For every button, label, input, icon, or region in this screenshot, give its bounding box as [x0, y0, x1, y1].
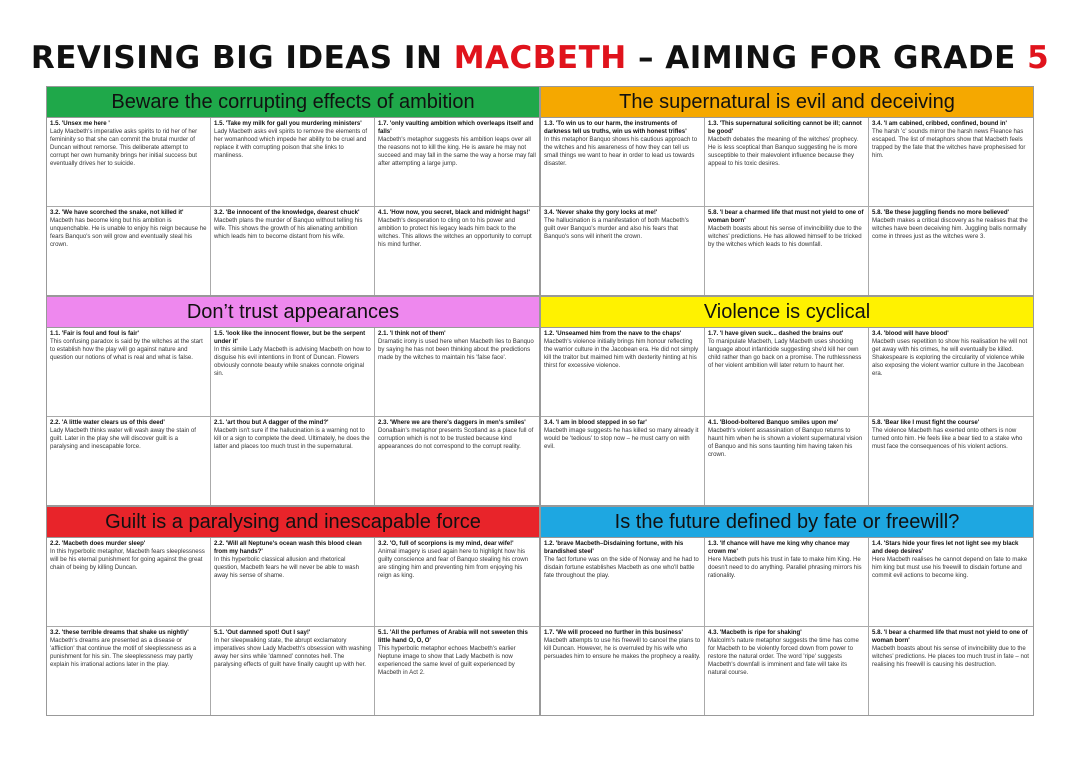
quote-cell: [705, 627, 869, 716]
quote-text: 1.3. 'To win us to our harm, the instruments of darkness tell us truths, win us with honest trifles': [544, 120, 687, 135]
quote-text: 4.3. 'Macbeth is ripe for shaking': [708, 628, 802, 636]
quote-text: 1.7. 'I have given suck... dashed the brains out': [708, 330, 844, 337]
quote-analysis: Lady Macbeth's imperative asks spirits to rid her of her femininity so that she can commit the brutal murder of Duncan without remorse. This deliberate attempt to corrupt her own humanity brings her initial success but eventually drives her to suicide.: [50, 128, 198, 167]
quote-text: 1.3. 'This supernatural soliciting cannot be ill; cannot be good': [708, 120, 862, 135]
theme-section: [540, 296, 1034, 506]
quote-analysis: Macbeth boasts about his sense of invincibility due to the witches' predictions. He has allowed himself to be tricked by the witches which leads to his downfall.: [708, 224, 862, 248]
theme-header: Beware the corrupting effects of ambition: [47, 87, 539, 118]
quote-analysis: Macbeth has become king but his ambition is unquenchable. He is unable to enjoy his reign because he fears Banquo's son will grow and eventually steal his crown.: [50, 216, 207, 248]
quote-analysis: Dramatic irony is used here when Macbeth lies to Banquo by saying he has not been thinking about the predictions made by the witches to maintain his 'false face'.: [378, 338, 534, 361]
quote-analysis: Macbeth attempts to use his freewill to cancel the plans to kill Duncan. However, he is overruled by his wife who persuades him to ensure he makes the prophecy a reality.: [544, 636, 701, 660]
quote-cell: [705, 538, 869, 627]
quote-text: 2.1. 'art thou but A dagger of the mind?': [214, 418, 329, 426]
theme-section: [46, 506, 540, 716]
quote-grid: [541, 328, 1033, 505]
quote-cell: [541, 538, 705, 627]
quote-text: 1.4. 'Stars hide your fires let not light see my black and deep desires': [872, 540, 1019, 555]
quote-cell: [869, 417, 1033, 506]
quote-text: 2.2. 'Macbeth does murder sleep': [50, 540, 146, 547]
quote-cell: [211, 328, 375, 417]
theme-header: The supernatural is evil and deceiving: [541, 87, 1033, 118]
quote-cell: [375, 627, 539, 716]
quote-analysis: Malcolm's nature metaphor suggests the time has come for Macbeth to be violently forced down from power to restore the natural order. The word 'ripe' suggests Macbeth's downfall is imminent and fate will take its natural course.: [708, 636, 859, 676]
quote-text: 2.2. 'Will all Neptune's ocean wash this blood clean from my hands?': [214, 540, 362, 555]
title-prefix: REVISING BIG IDEAS IN: [30, 40, 454, 76]
quote-grid: [47, 328, 539, 505]
quote-text: 3.2. 'Be innocent of the knowledge, dearest chuck': [214, 208, 360, 216]
quote-analysis: Macbeth boasts about his sense of invincibility due to the witches' predictions. He places too much trust in fate – not realising his freewill is causing his destruction.: [872, 644, 1029, 668]
quote-analysis: Donalbain's metaphor presents Scotland as a place full of corruption which is not to be trusted because kind appearances do not correspond to the corrupt reality.: [378, 426, 534, 450]
quote-analysis: To manipulate Macbeth, Lady Macbeth uses shocking language about infanticide suggesting she'd kill her own child rather than go back on a promise. The ruthlessness of her violent ambition will later return to haunt her.: [708, 338, 862, 369]
quote-text: 2.1. 'I think not of them': [378, 330, 446, 337]
quote-text: 1.2. 'Unseamed him from the nave to the chaps': [544, 330, 682, 337]
quote-analysis: The hallucination is a manifestation of both Macbeth's guilt over Banquo's murder and also his fears that Banquo's sons will inherit the crown.: [544, 216, 689, 240]
quote-analysis: Macbeth image suggests he has killed so many already it would be 'tedious' to stop now – he must carry on with evil.: [544, 426, 699, 450]
quote-text: 5.8. 'Bear like I must fight the course': [872, 418, 980, 426]
quote-cell: [47, 417, 211, 506]
quote-analysis: In her sleepwalking state, the abrupt exclamatory imperatives show Lady Macbeth's obsession with washing away her sins while 'damned' connotes hell. The paralysing effects of guilt have finally caught up with her.: [214, 636, 371, 668]
quote-analysis: Here Macbeth realises he cannot depend on fate to make him king but must use his freewill to disdain fortune and commit evil actions to become king.: [872, 556, 1028, 579]
theme-header: Violence is cyclical: [541, 297, 1033, 328]
theme-header: Is the future defined by fate or freewill?: [541, 507, 1033, 538]
quote-analysis: Macbeth debates the meaning of the witches' prophecy. He is less sceptical than Banquo suggesting he is more susceptible to their malevolent influence because they appeal to his toxic desires.: [708, 136, 859, 167]
quote-grid: [541, 538, 1033, 715]
quote-cell: [211, 207, 375, 296]
quote-cell: [47, 118, 211, 207]
quote-cell: [541, 328, 705, 417]
quote-cell: [47, 328, 211, 417]
quote-text: 4.1. 'Blood-boltered Banquo smiles upon me': [708, 418, 839, 426]
quote-text: 5.8. 'I bear a charmed life that must not yield to one of woman born': [872, 628, 1028, 644]
quote-cell: [869, 118, 1033, 207]
quote-analysis: In this simile Lady Macbeth is advising Macbeth on how to disguise his evil intentions in front of Duncan. Flowers obviously connote beauty while snakes connote original sin.: [214, 346, 371, 377]
quote-analysis: In this metaphor Banquo shows his cautious approach to the witches and his awareness of how they can tell us small things we want to hear in order to lead us towards disaster.: [544, 136, 698, 167]
theme-header: Guilt is a paralysing and inescapable force: [47, 507, 539, 538]
title-grade: 5: [1027, 40, 1050, 76]
quote-cell: [47, 207, 211, 296]
quote-cell: [375, 417, 539, 506]
quote-analysis: Macbeth's violent assassination of Banquo returns to haunt him when he is shown a violent supernatural vision of Banquo and his sons taunting him having taken his crown.: [708, 426, 863, 458]
quote-analysis: Lady Macbeth asks evil spirits to remove the elements of her womanhood which impede her ability to be cruel and replace it with corrupting poison that she links to manliness.: [214, 128, 368, 159]
quote-grid: [47, 538, 539, 715]
quote-analysis: Macbeth makes a critical discovery as he realises that the witches have been deceiving him. Juggling balls normally come in threes just as the witches were 3.: [872, 216, 1028, 240]
quote-text: 5.8. 'I bear a charmed life that must not yield to one of woman born': [708, 208, 864, 224]
quote-text: 3.2. 'O, full of scorpions is my mind, dear wife!': [378, 540, 514, 547]
quote-analysis: Macbeth's dreams are presented as a disease or 'affliction' that continue the motif of sleeplessness as a punishment for his sin. The sleeplessness may partly explain his irrational actions later in the play.: [50, 636, 197, 668]
quote-cell: [869, 538, 1033, 627]
quote-text: 3.2. 'these terrible dreams that shake us nightly': [50, 628, 189, 636]
quote-cell: [705, 328, 869, 417]
quote-cell: [541, 118, 705, 207]
quote-cell: [211, 417, 375, 506]
theme-section: [46, 296, 540, 506]
quote-cell: [541, 417, 705, 506]
quote-text: 1.7. 'only vaulting ambition which overleaps itself and falls': [378, 120, 534, 135]
quote-cell: [705, 118, 869, 207]
quote-analysis: Lady Macbeth thinks water will wash away the stain of guilt. Later in the play she will discover guilt is a paralysing and inescapable force.: [50, 426, 196, 450]
quote-analysis: The harsh 'c' sounds mirror the harsh news Fleance has escaped. The list of metaphors show that Macbeth feels trapped by the fate that the witches have prophesised for him.: [872, 128, 1026, 159]
theme-section: [46, 86, 540, 296]
theme-section: [540, 86, 1034, 296]
quote-analysis: Macbeth plans the murder of Banquo without telling his wife. This shows the growth of his alienating ambition which leads him to become distant from his wife.: [214, 216, 363, 240]
quote-analysis: Macbeth's metaphor suggests his ambition leaps over all the reasons not to kill the king. He is aware he may not succeed and may fall in the same the way a horse may fall after attempting a large jump.: [378, 136, 536, 167]
quote-analysis: Macbeth uses repetition to show his realisation he will not get away with his crimes, he will eventually be killed. Shakespeare is exploring the circularity of violence while also exposing the violent warrior culture in the Jacobean era.: [872, 338, 1028, 377]
title-highlight: MACBETH: [453, 40, 627, 76]
themes-grid: [46, 86, 1034, 716]
quote-text: 3.4. 'Never shake thy gory locks at me!': [544, 208, 658, 216]
quote-analysis: Macbeth's desperation to cling on to his power and ambition to protect his legacy leads him back to the witches. This allows the witches an opportunity to corrupt his mind further.: [378, 216, 532, 248]
quote-analysis: In this hyperbolic classical allusion and rhetorical question, Macbeth fears he will never be able to wash away his sense of shame.: [214, 556, 359, 579]
quote-analysis: Macbeth isn't sure if the hallucination is a warning not to kill or a sign to complete the deed. Ultimately, he does the latter and places too much trust in the supernatural.: [214, 426, 370, 450]
quote-analysis: This hyperbolic metaphor echoes Macbeth's earlier Neptune image to show that Lady Macbeth is now experienced the same level of guilt experienced by Macbeth in Act 2.: [378, 644, 516, 676]
quote-text: 1.5. 'Take my milk for gall you murdering ministers': [214, 120, 362, 127]
quote-text: 1.1. 'Fair is foul and foul is fair': [50, 330, 139, 337]
quote-text: 1.5. 'Unsex me here ': [50, 120, 110, 127]
quote-cell: [541, 207, 705, 296]
page-title: [0, 40, 1080, 76]
quote-cell: [869, 627, 1033, 716]
quote-text: 1.5. 'look like the innocent flower, but be the serpent under it': [214, 330, 366, 345]
quote-cell: [375, 207, 539, 296]
quote-analysis: This confusing paradox is said by the witches at the start to establish how the play will go against nature and question our notions of what is real and what is false.: [50, 338, 203, 361]
quote-grid: [541, 118, 1033, 295]
quote-cell: [375, 538, 539, 627]
quote-text: 1.3. 'If chance will have me king why chance may crown me': [708, 540, 850, 555]
quote-cell: [869, 207, 1033, 296]
quote-text: 2.3. 'Where we are there's daggers in men's smiles': [378, 418, 526, 426]
quote-cell: [869, 328, 1033, 417]
quote-cell: [705, 207, 869, 296]
quote-cell: [211, 538, 375, 627]
quote-text: 1.7. 'We will proceed no further in this business': [544, 628, 683, 636]
quote-text: 3.4. 'I am in blood stepped in so far': [544, 418, 647, 426]
quote-cell: [47, 627, 211, 716]
theme-section: [540, 506, 1034, 716]
quote-text: 5.8. 'Be these juggling fiends no more believed': [872, 208, 1009, 216]
quote-analysis: Macbeth's violence initially brings him honour reflecting the warrior culture in the Jacobean era. He did not simply kill the traitor but maimed him with dexterity hinting at his thirst for excessive violence.: [544, 338, 699, 369]
quote-text: 3.2. 'We have scorched the snake, not killed it': [50, 208, 184, 216]
quote-cell: [375, 118, 539, 207]
quote-text: 2.2. 'A little water clears us of this deed': [50, 418, 165, 426]
quote-analysis: In this hyperbolic metaphor, Macbeth fears sleeplessness will be his eternal punishment for going against the great chain of being by killing Duncan.: [50, 548, 205, 571]
quote-text: 5.1. 'All the perfumes of Arabia will not sweeten this little hand O, O, O': [378, 628, 528, 644]
quote-analysis: The violence Macbeth has exerted onto others is now turned onto him. He feels like a bear tied to a stake who must face the consequences of his violent actions.: [872, 426, 1023, 450]
quote-cell: [211, 627, 375, 716]
quote-cell: [47, 538, 211, 627]
quote-grid: [47, 118, 539, 295]
quote-analysis: Here Macbeth puts his trust in fate to make him King. He doesn't need to do anything. Parallel phrasing mirrors his rationality.: [708, 556, 862, 579]
quote-cell: [211, 118, 375, 207]
quote-text: 3.4. 'I am cabined, cribbed, confined, bound in': [872, 120, 1007, 127]
quote-text: 4.1. 'How now, you secret, black and midnight hags!': [378, 208, 530, 216]
title-mid: – AIMING FOR GRADE: [626, 40, 1028, 76]
quote-analysis: The fact fortune was on the side of Norway and he had to disdain fortune establishes Macbeth as one who'll battle fate throughout the play.: [544, 556, 699, 579]
theme-header: Don’t trust appearances: [47, 297, 539, 328]
quote-analysis: Animal imagery is used again here to highlight how his guilty conscience and fear of Banquo stealing his crown are stinging him and preventing him from enjoying his reign as king.: [378, 548, 529, 579]
quote-cell: [541, 627, 705, 716]
quote-cell: [705, 417, 869, 506]
quote-cell: [375, 328, 539, 417]
quote-text: 3.4. 'blood will have blood': [872, 330, 949, 337]
quote-text: 1.2. 'brave Macbeth–Disdaining fortune, with his brandished steel': [544, 540, 684, 555]
quote-text: 5.1. 'Out damned spot! Out I say!': [214, 628, 311, 636]
